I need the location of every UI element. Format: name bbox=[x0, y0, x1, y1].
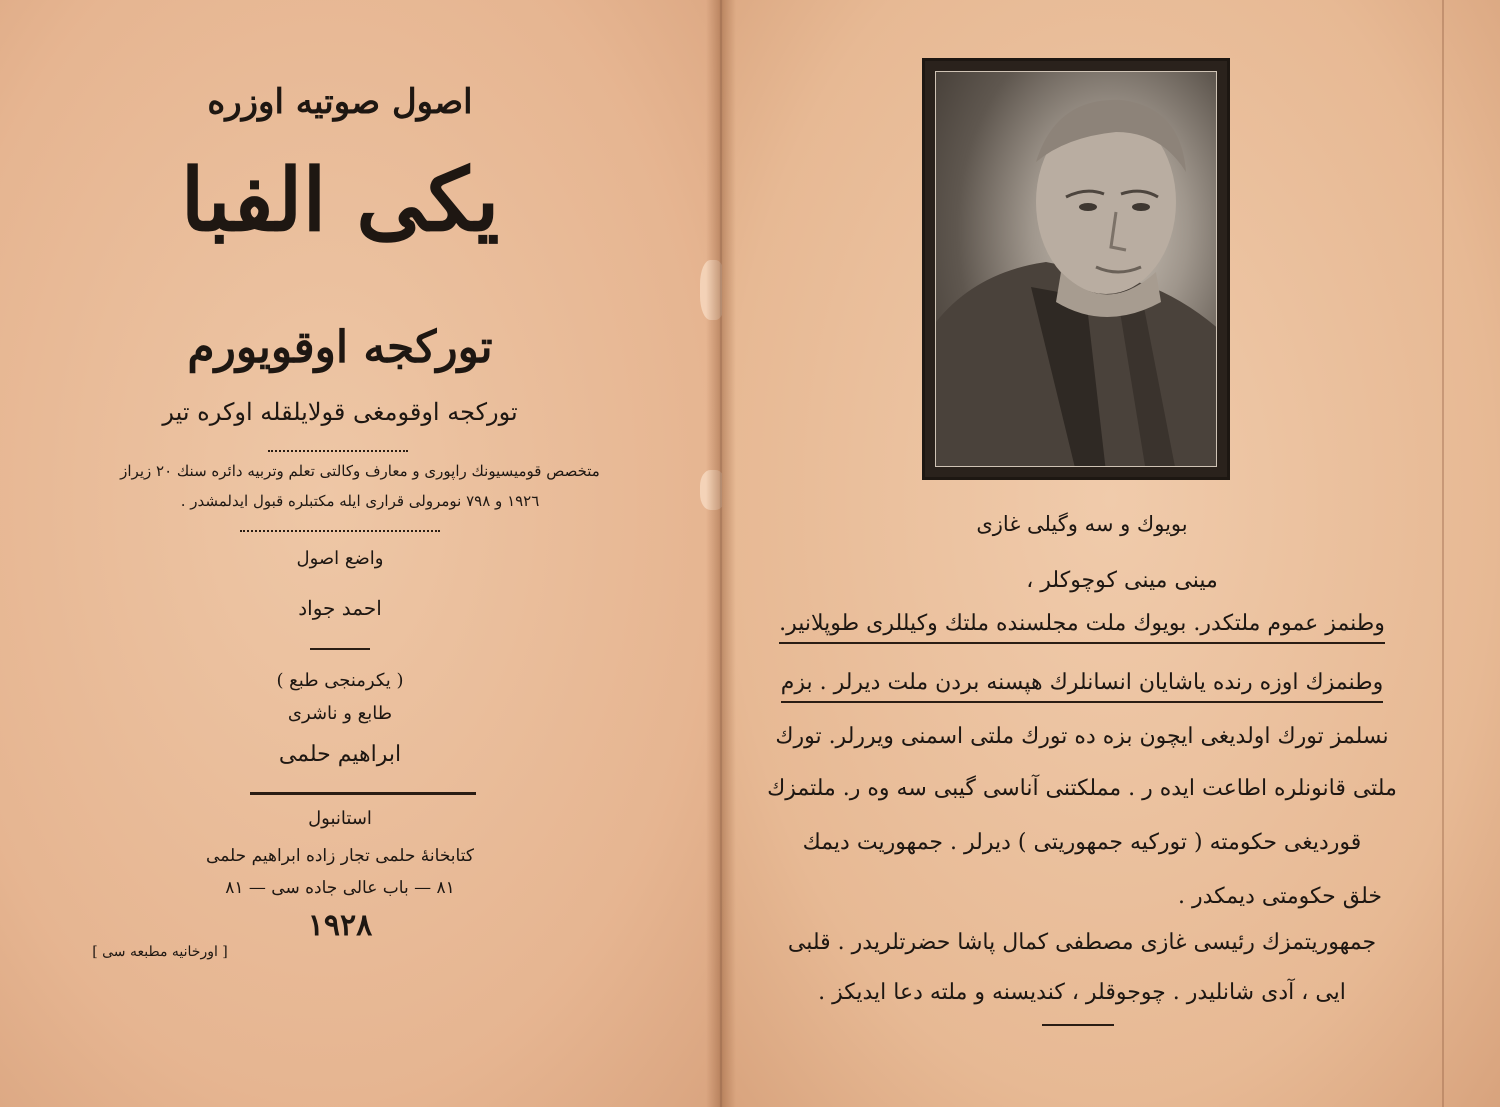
approval-line-1: متخصص قومیسیونك راپوری و معارف وکالتی تعلم وتربیه دائره سنك ٢٠ زیراز bbox=[120, 462, 600, 480]
text-line: ایی ، آدی شانلیدر . چوجوقلر ، کندیسنه و ملته دعا ایدیکز . bbox=[818, 980, 1346, 1005]
reading-page bbox=[722, 0, 1500, 1107]
ornament-divider bbox=[310, 648, 370, 650]
author-name: احمد جواد bbox=[298, 596, 382, 620]
series-heading: اصول صوتیه اوزره bbox=[207, 82, 473, 122]
text-line-content: وطنمز عموم ملتكدر. بویوك ملت مجلسنده ملتك وکیللری طوپلانیر. bbox=[779, 611, 1385, 644]
title-page bbox=[0, 0, 722, 1107]
text-line: خلق حکومتی دیمکدر . bbox=[1177, 884, 1382, 909]
publisher-name: ابراهیم حلمی bbox=[278, 742, 402, 767]
page-edge bbox=[1442, 0, 1444, 1107]
text-line: ملتی قانونلره اطاعت ایده ر . مملکتنی آناسی گیبی سه وه ر. ملتمزك bbox=[767, 776, 1397, 801]
bookstore-name: کتابخانهٔ حلمی تجار زاده ابراهیم حلمی bbox=[206, 846, 474, 866]
text-line: قوردیغی حکومته ( تورکیه جمهوریتی ) دیرلر . جمهوریت دیمك bbox=[802, 830, 1362, 855]
edition-note: ( یکرمنجی طبع ) bbox=[276, 670, 404, 691]
text-line: مینی مینی کوچوکلر ، bbox=[1026, 568, 1218, 593]
portrait-figure bbox=[936, 72, 1217, 467]
portrait-photo bbox=[922, 58, 1230, 480]
end-divider bbox=[1042, 1024, 1114, 1026]
approval-line-2: ١٩٢٦ و ٧٩٨ نومرولی قراری ایله مکتبلره قبول ایدلمشدر . bbox=[180, 492, 540, 510]
portrait-caption: بویوك و سه وگیلی غازی bbox=[976, 512, 1188, 536]
text-line-content: وطنمزك اوزه رنده یاشایان انسانلرك هپسنه بردن ملت دیرلر . بزم bbox=[781, 670, 1384, 703]
text-line: نسلمز تورك اولدیغی ایچون بزه ده تورك ملتی اسمنی ویررلر. تورك bbox=[775, 724, 1389, 749]
publication-year: ١٩٢٨ bbox=[307, 908, 373, 943]
book-tagline: تورکجه اوقومغی قولایلقله اوکره تیر bbox=[162, 398, 518, 426]
book-subtitle: تورکجه اوقویورم bbox=[187, 322, 493, 373]
publisher-role: طابع و ناشری bbox=[287, 703, 393, 724]
rule-divider bbox=[250, 792, 476, 795]
portrait-image bbox=[935, 71, 1217, 467]
publication-city: استانبول bbox=[308, 808, 372, 829]
text-line bbox=[752, 672, 1412, 694]
dotted-divider bbox=[268, 450, 408, 452]
text-line: جمهوریتمزك رئیسی غازی مصطفی کمال پاشا حضرتلریدر . قلبی bbox=[787, 930, 1377, 955]
bookstore-address: ٨١ — باب عالی جاده سی — ٨١ bbox=[225, 878, 455, 898]
printer-name: [ اورخانیه مطبعه سی ] bbox=[92, 944, 228, 960]
book-title: یکی الفبا bbox=[180, 150, 500, 251]
author-role: واضع اصول bbox=[296, 548, 384, 569]
dotted-divider bbox=[240, 530, 440, 532]
book-gutter bbox=[706, 0, 736, 1107]
text-line bbox=[752, 613, 1412, 635]
